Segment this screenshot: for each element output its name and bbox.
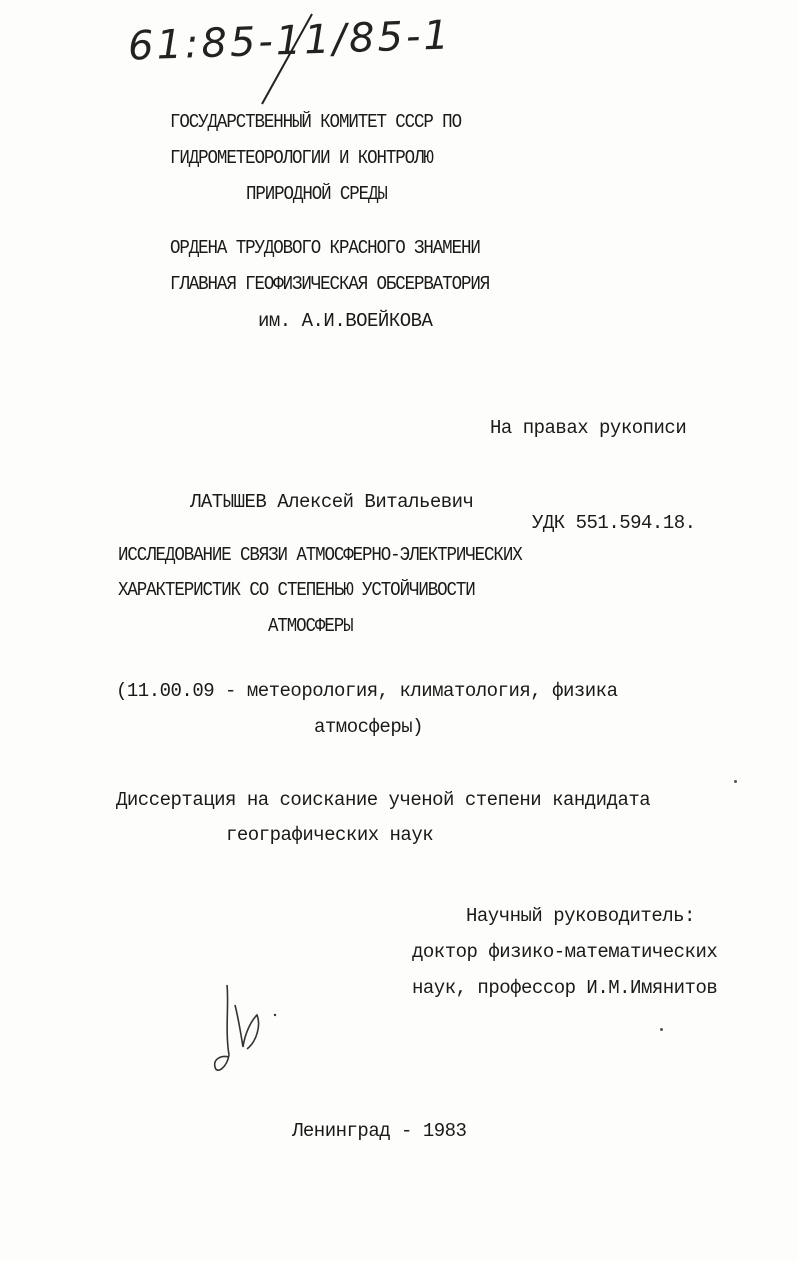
archive-number-handwritten: 61:85-11/85-1 (127, 12, 453, 70)
advisor-line-1: Научный руководитель: (466, 905, 695, 927)
title-line-2: ХАРАКТЕРИСТИК СО СТЕПЕНЬЮ УСТОЙЧИВОСТИ (118, 579, 475, 601)
title-line-1: ИССЛЕДОВАНИЕ СВЯЗИ АТМОСФЕРНО-ЭЛЕКТРИЧЕСКИХ (118, 544, 522, 566)
udc-code: УДК 551.594.18. (532, 512, 696, 534)
title-line-3: АТМОСФЕРЫ (268, 615, 353, 637)
archive-slash-mark (250, 8, 330, 108)
advisor-line-3: наук, профессор И.М.Имянитов (412, 977, 718, 999)
advisor-line-2: доктор физико-математических (412, 941, 718, 963)
manuscript-rights: На правах рукописи (490, 417, 687, 439)
observatory-line-1: ОРДЕНА ТРУДОВОГО КРАСНОГО ЗНАМЕНИ (170, 237, 480, 259)
observatory-line-2: ГЛАВНАЯ ГЕОФИЗИЧЕСКАЯ ОБСЕРВАТОРИЯ (170, 273, 490, 295)
signature-handwritten (205, 975, 285, 1085)
committee-line-1: ГОСУДАРСТВЕННЫЙ КОМИТЕТ СССР ПО (170, 111, 461, 133)
author-name: ЛАТЫШЕВ Алексей Витальевич (190, 491, 474, 513)
specialty-line-1: (11.00.09 - метеорология, климатология, физика (116, 680, 618, 702)
committee-line-3: ПРИРОДНОЙ СРЕДЫ (246, 183, 387, 205)
specialty-line-2: атмосферы) (314, 716, 424, 738)
committee-line-2: ГИДРОМЕТЕОРОЛОГИИ И КОНТРОЛЮ (170, 147, 433, 169)
place-and-year: Ленинград - 1983 (292, 1120, 467, 1142)
degree-line-1: Диссертация на соискание ученой степени кандидата (116, 789, 651, 811)
observatory-line-3: им. А.И.ВОЕЙКОВА (258, 310, 433, 332)
paper-speck (660, 1028, 663, 1031)
degree-line-2: географических наук (226, 824, 434, 846)
paper-speck (734, 780, 737, 783)
